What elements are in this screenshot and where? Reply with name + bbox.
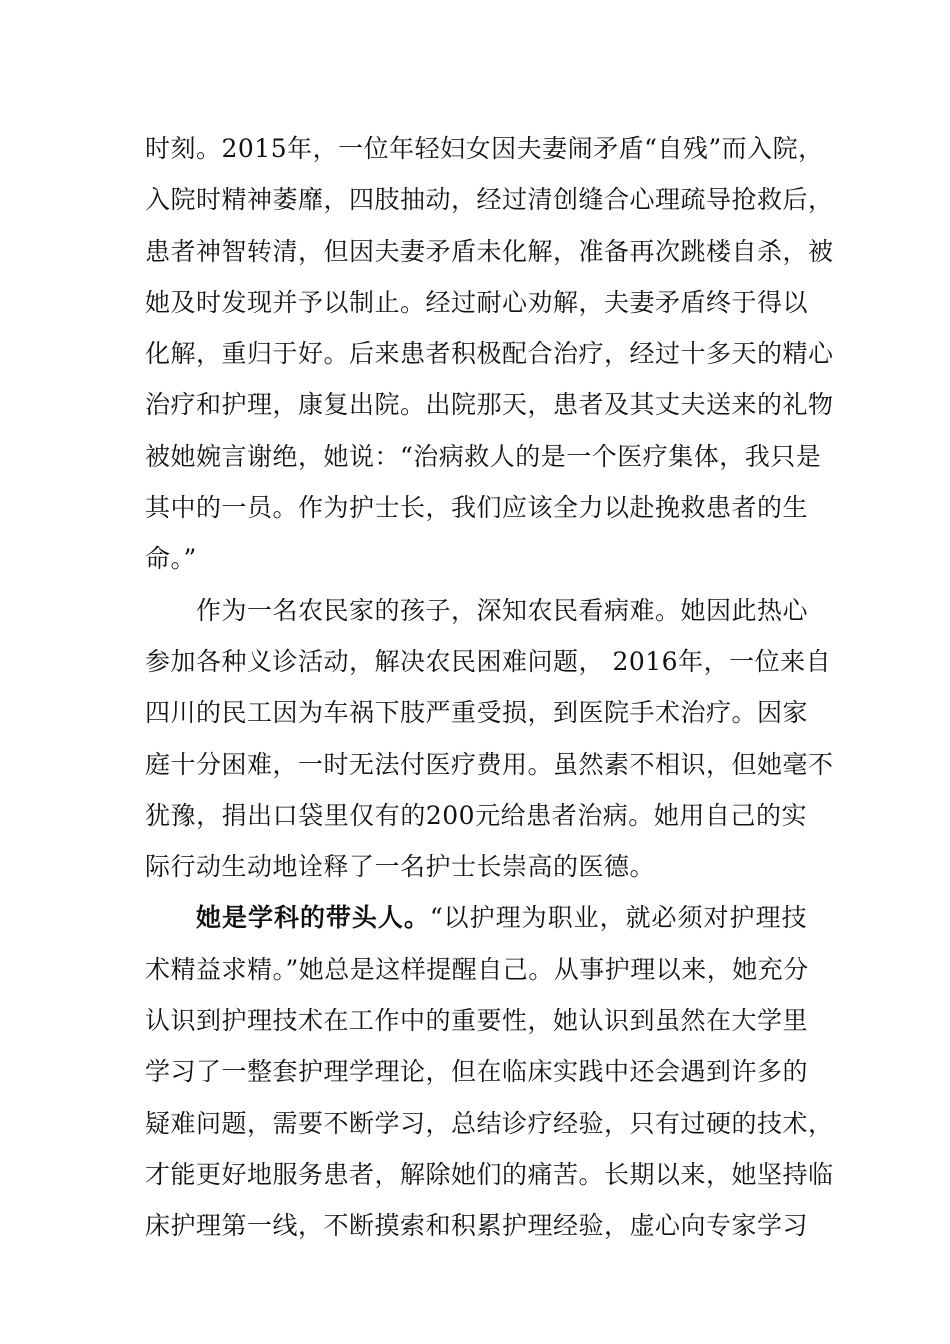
- text-line: [145, 897, 807, 948]
- text-line: 入院时精神萎靡，四肢抽动，经过清创缝合心理疏导抢救后，: [145, 185, 834, 215]
- text-line: 才能更好地服务患者，解除她们的痛苦。长期以来，她坚持临: [145, 1159, 834, 1189]
- text-line: 参加各种义诊活动，解决农民困难问题， 2016年，一位来自: [145, 646, 832, 676]
- text-line: 术精益求精。”她总是这样提醒自己。从事护理以来，她充分: [145, 954, 809, 984]
- text-line: 被她婉言谢绝，她说：“治病救人的是一个医疗集体，我只是: [145, 441, 822, 471]
- text-line: 学习了一整套护理学理论，但在临床实践中还会遇到许多的: [145, 1057, 809, 1087]
- text-line: 其中的一员。作为护士长，我们应该全力以赴挽救患者的生: [145, 493, 809, 523]
- text-line: 治疗和护理，康复出院。出院那天，患者及其丈夫送来的礼物: [145, 390, 834, 420]
- text-line: 庭十分困难，一时无法付医疗费用。虽然素不相识，但她毫不: [145, 749, 834, 779]
- text-line: 作为一名农民家的孩子，深知农民看病难。她因此热心: [196, 595, 809, 625]
- text-line: 犹豫，捐出口袋里仅有的200元给患者治病。她用自己的实: [145, 800, 807, 830]
- text-line: 际行动生动地诠释了一名护士长崇高的医德。: [145, 852, 656, 882]
- text-line: 床护理第一线，不断摸索和积累护理经验，虚心向专家学习: [145, 1211, 809, 1241]
- text-line: 化解，重归于好。后来患者积极配合治疗，经过十多天的精心: [145, 339, 834, 369]
- text-line: 四川的民工因为车祸下肢严重受损，到医院手术治疗。因家: [145, 698, 809, 728]
- text-line: 时刻。2015年，一位年轻妇女因夫妻闹矛盾“自残”而入院，: [145, 134, 824, 163]
- text-line: 认识到护理技术在工作中的重要性，她认识到虽然在大学里: [145, 1006, 809, 1036]
- text-line: 命。”: [145, 544, 197, 574]
- text-run: “以护理为职业，就必须对护理技: [429, 903, 807, 933]
- text-line: 疑难问题，需要不断学习，总结诊疗经验，只有过硬的技术，: [145, 1108, 834, 1138]
- text-line: 患者神智转清，但因夫妻矛盾未化解，准备再次跳楼自杀，被: [145, 236, 834, 266]
- paragraph-3: [145, 897, 834, 1256]
- document-page: [145, 128, 834, 1257]
- section-heading: 她是学科的带头人。: [196, 903, 430, 933]
- paragraph-2: [145, 590, 834, 898]
- paragraph-1: [145, 128, 834, 590]
- text-line: 她及时发现并予以制止。经过耐心劝解，夫妻矛盾终于得以: [145, 287, 809, 317]
